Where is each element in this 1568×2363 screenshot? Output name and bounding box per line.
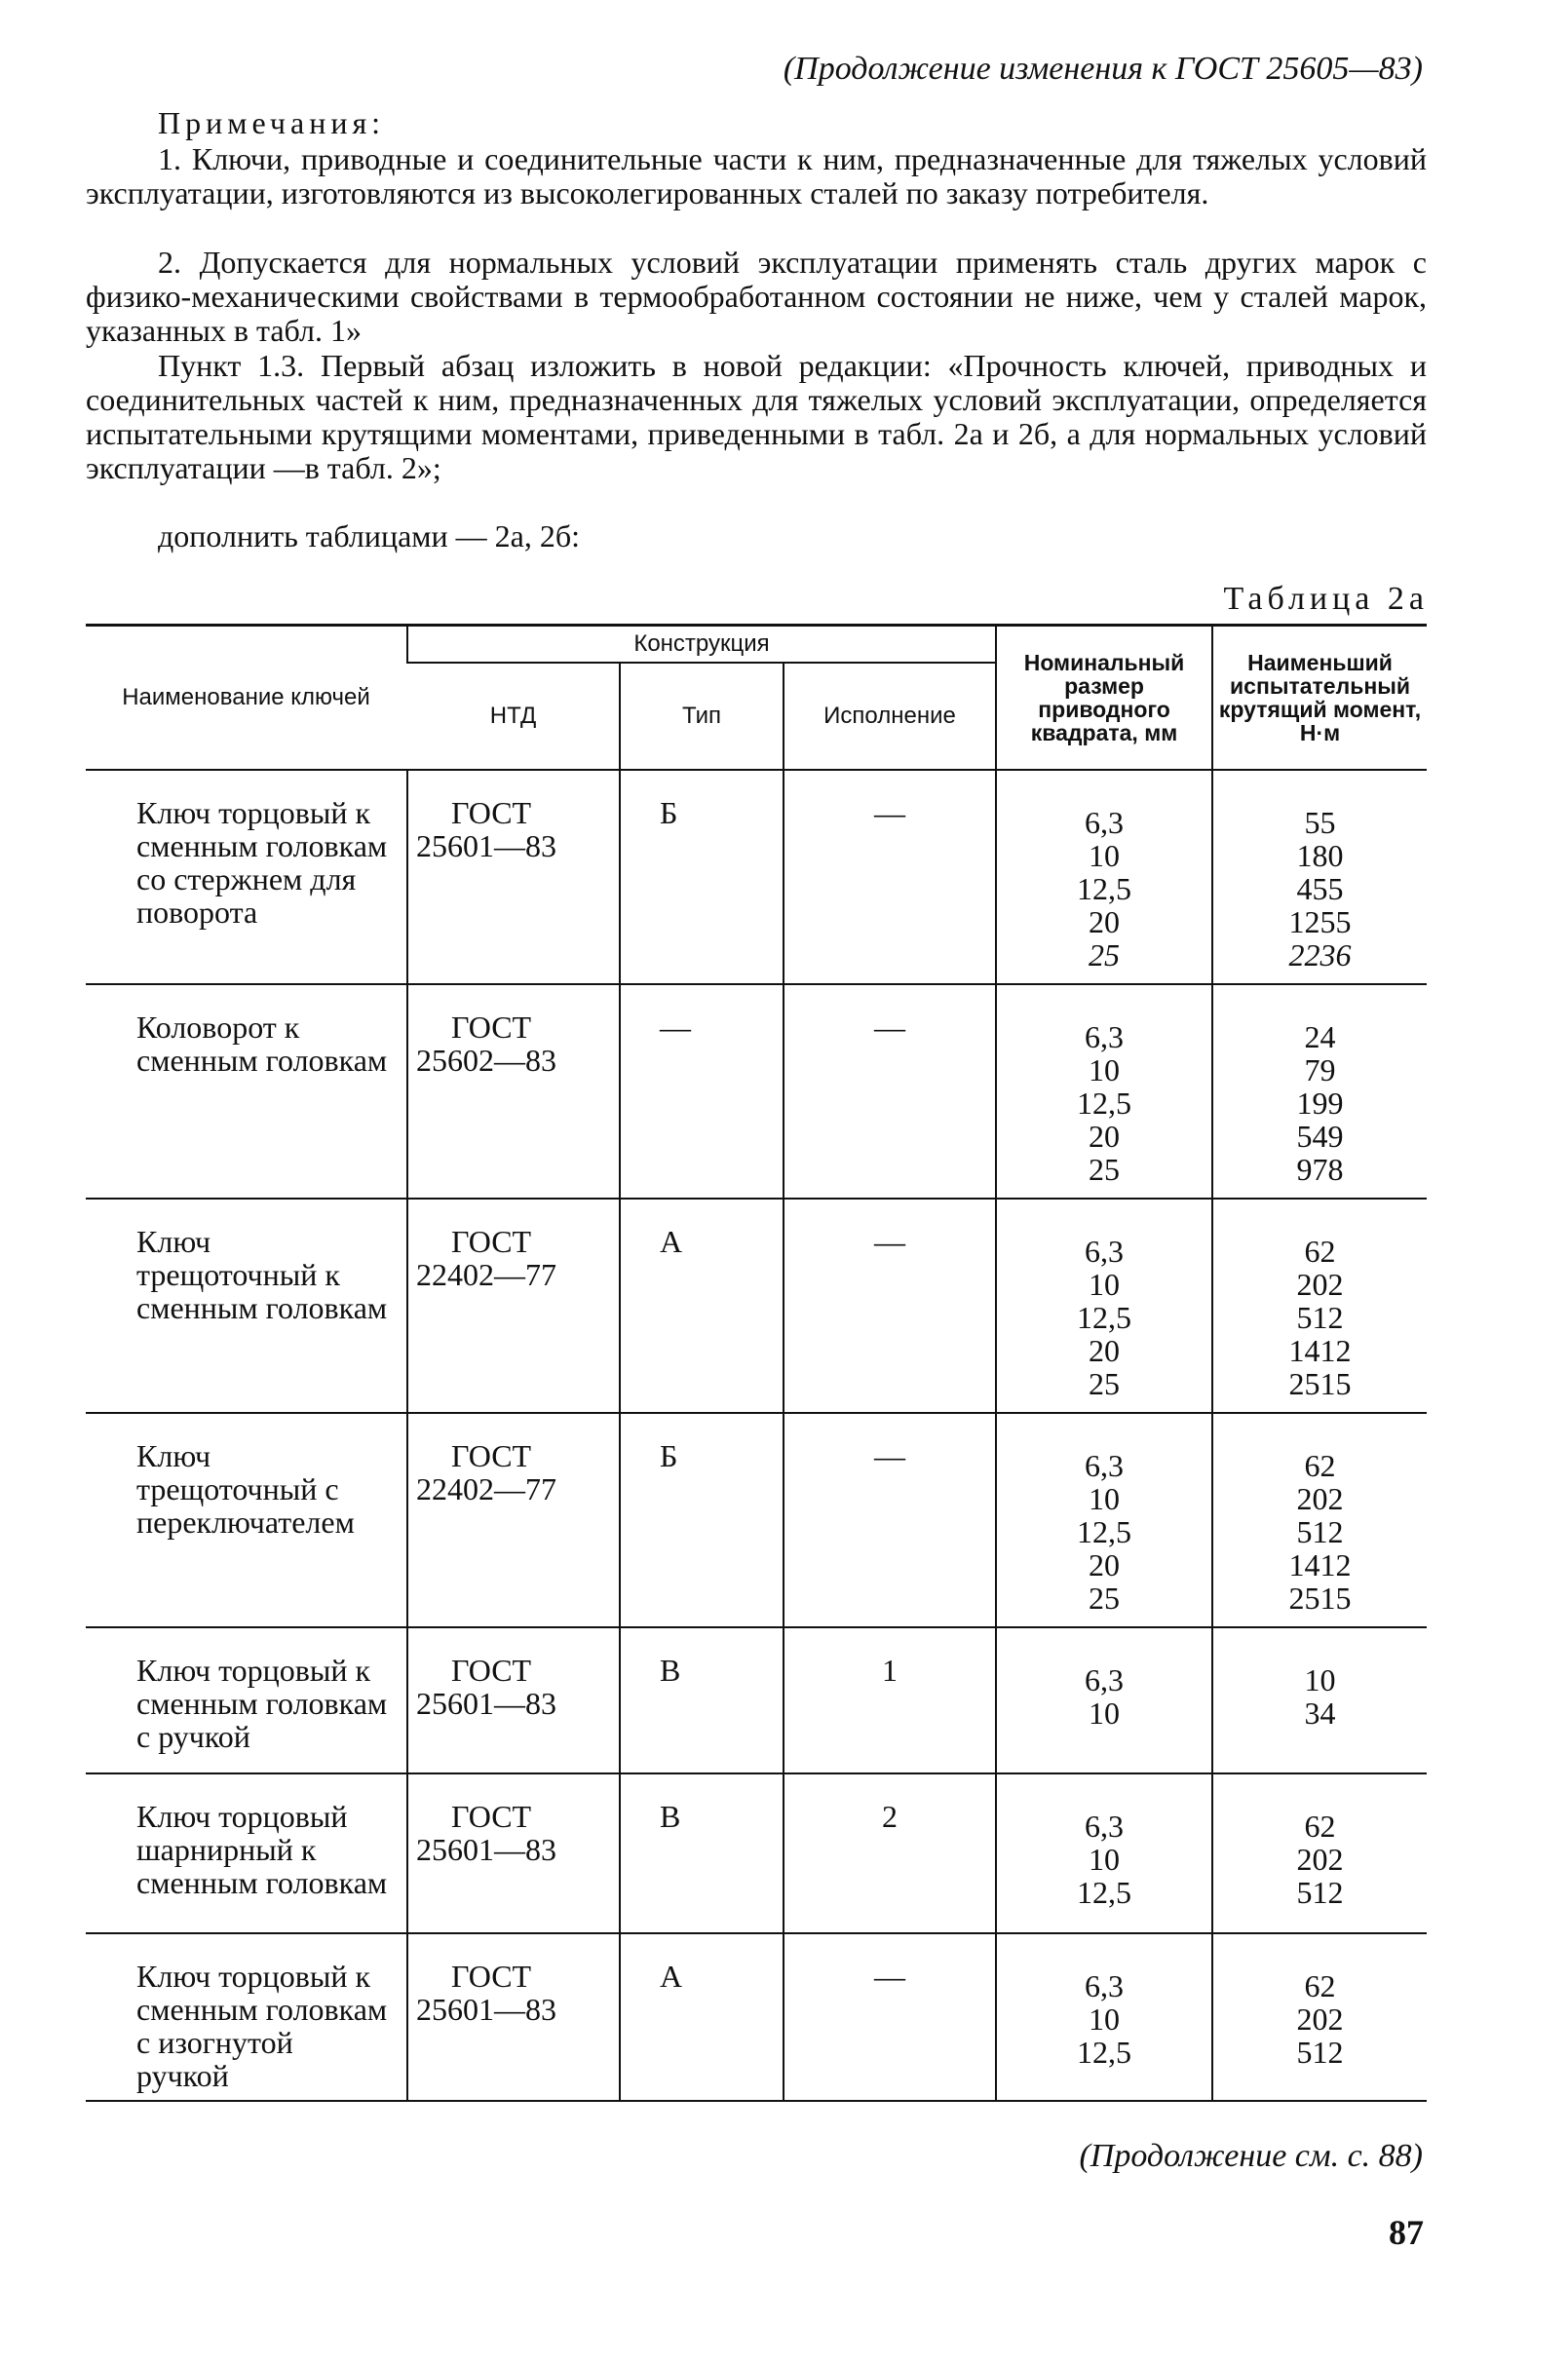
cell-type — [620, 1627, 784, 1773]
header-continuation: (Продолжение изменения к ГОСТ 25605—83) — [783, 51, 1423, 87]
cell-torques — [1212, 1773, 1427, 1933]
ntd-standard: ГОСТ — [451, 1438, 532, 1473]
torque-value: 455 — [1296, 871, 1344, 906]
ntd-number: 25602—83 — [416, 1043, 556, 1078]
size-value: 20 — [1089, 904, 1121, 939]
ntd-number: 22402—77 — [416, 1471, 556, 1506]
cell-torques — [1212, 1199, 1427, 1413]
key-execution: — — [874, 1438, 905, 1473]
size-value: 25 — [1089, 1366, 1121, 1401]
table-row — [86, 770, 1427, 984]
size-value: 25 — [1089, 1152, 1121, 1187]
size-value: 10 — [1089, 1842, 1121, 1877]
size-value: 25 — [1089, 1581, 1121, 1616]
torque-value: 62 — [1304, 1448, 1336, 1483]
size-value: 10 — [1089, 1267, 1121, 1302]
cell-sizes — [996, 1773, 1212, 1933]
key-name: Ключ торцовый к сменным головкам с ручкой — [136, 1653, 388, 1754]
notes-title: Примечания: — [158, 105, 386, 140]
size-value: 10 — [1089, 2001, 1121, 2037]
torque-value: 202 — [1296, 1481, 1344, 1516]
torque-value: 202 — [1296, 1267, 1344, 1302]
table-row — [86, 1413, 1427, 1627]
key-type: Б — [660, 1438, 678, 1473]
cell-sizes — [996, 1933, 1212, 2101]
add-tables-line: дополнить таблицами — 2а, 2б: — [158, 518, 581, 553]
cell-type — [620, 1199, 784, 1413]
ntd-standard: ГОСТ — [451, 1799, 532, 1834]
cell-type — [620, 1413, 784, 1627]
ntd-standard: ГОСТ — [451, 795, 532, 830]
cell-execution — [784, 1627, 996, 1773]
key-name: Ключ торцовый к сменным головкам с изогнутой ручкой — [136, 1959, 388, 2093]
key-type: В — [660, 1653, 681, 1688]
note-1 — [86, 142, 1427, 210]
cell-name — [86, 1627, 407, 1773]
size-value: 10 — [1089, 1481, 1121, 1516]
size-value: 6,3 — [1085, 1019, 1125, 1054]
torque-value: 34 — [1304, 1696, 1336, 1731]
cell-sizes — [996, 984, 1212, 1199]
footer-continuation: (Продолжение см. с. 88) — [1079, 2138, 1423, 2174]
cell-type — [620, 1933, 784, 2101]
cell-ntd — [407, 1773, 620, 1933]
cell-execution — [784, 1199, 996, 1413]
key-name: Ключ торцовый к сменным головкам со стержнем для поворота — [136, 795, 388, 930]
cell-ntd — [407, 1933, 620, 2101]
size-value: 6,3 — [1085, 1968, 1125, 2003]
cell-ntd — [407, 984, 620, 1199]
header-name: Наименование ключей — [86, 626, 407, 771]
cell-torques — [1212, 1933, 1427, 2101]
point-1-3 — [86, 349, 1427, 485]
key-execution: — — [874, 1224, 905, 1259]
page-number: 87 — [1389, 2213, 1424, 2252]
size-value: 12,5 — [1077, 2035, 1132, 2070]
cell-sizes — [996, 1627, 1212, 1773]
key-execution: 1 — [882, 1653, 898, 1688]
size-value: 12,5 — [1077, 1514, 1132, 1549]
table-row — [86, 984, 1427, 1199]
cell-execution — [784, 984, 996, 1199]
torque-value: 55 — [1304, 805, 1336, 840]
ntd-standard: ГОСТ — [451, 1010, 532, 1045]
size-value: 20 — [1089, 1119, 1121, 1154]
header-type: Тип — [620, 663, 784, 770]
torque-value: 549 — [1296, 1119, 1344, 1154]
key-type: А — [660, 1959, 683, 1994]
cell-torques — [1212, 1627, 1427, 1773]
table-row — [86, 1933, 1427, 2101]
key-name: Ключ трещоточный к сменным головкам — [136, 1224, 388, 1325]
cell-name — [86, 1413, 407, 1627]
key-execution: — — [874, 1959, 905, 1994]
torque-value: 1412 — [1288, 1547, 1352, 1582]
key-type: В — [660, 1799, 681, 1834]
torque-value: 2515 — [1288, 1581, 1352, 1616]
ntd-standard: ГОСТ — [451, 1959, 532, 1994]
cell-name — [86, 984, 407, 1199]
size-value: 6,3 — [1085, 1809, 1125, 1844]
size-value: 12,5 — [1077, 871, 1132, 906]
cell-ntd — [407, 1413, 620, 1627]
key-execution: — — [874, 795, 905, 830]
cell-name — [86, 1199, 407, 1413]
size-value: 6,3 — [1085, 1662, 1125, 1697]
table-row — [86, 1199, 1427, 1413]
table-body — [86, 770, 1427, 2101]
ntd-standard: ГОСТ — [451, 1224, 532, 1259]
cell-execution — [784, 1773, 996, 1933]
size-value: 6,3 — [1085, 1234, 1125, 1269]
torque-value: 2236 — [1288, 937, 1352, 972]
torque-value: 512 — [1296, 1514, 1344, 1549]
table-caption: Таблица 2а — [1223, 581, 1429, 617]
key-type: А — [660, 1224, 683, 1259]
ntd-number: 25601—83 — [416, 1686, 556, 1721]
table-row — [86, 1627, 1427, 1773]
key-name: Ключ трещоточный с переключателем — [136, 1438, 355, 1540]
cell-sizes — [996, 1199, 1212, 1413]
size-value: 10 — [1089, 1052, 1121, 1087]
key-execution: 2 — [882, 1799, 898, 1834]
torque-value: 10 — [1304, 1662, 1336, 1697]
cell-name — [86, 1933, 407, 2101]
cell-ntd — [407, 1627, 620, 1773]
torque-value: 512 — [1296, 2035, 1344, 2070]
torque-value: 199 — [1296, 1086, 1344, 1121]
key-type: Б — [660, 795, 678, 830]
cell-torques — [1212, 1413, 1427, 1627]
cell-name — [86, 770, 407, 984]
cell-ntd — [407, 1199, 620, 1413]
torque-value: 1255 — [1288, 904, 1352, 939]
cell-execution — [784, 1933, 996, 2101]
torque-value: 24 — [1304, 1019, 1336, 1054]
cell-torques — [1212, 770, 1427, 984]
table-row — [86, 1773, 1427, 1933]
ntd-number: 22402—77 — [416, 1257, 556, 1292]
cell-execution — [784, 770, 996, 984]
key-name: Коловорот к сменным головкам — [136, 1010, 388, 1078]
torque-value: 62 — [1304, 1809, 1336, 1844]
size-value: 25 — [1089, 937, 1121, 972]
note-2 — [86, 246, 1427, 348]
cell-sizes — [996, 770, 1212, 984]
size-value: 20 — [1089, 1547, 1121, 1582]
point-1-3-text: Пункт 1.3. Первый абзац изложить в новой редакции: «Прочность ключей, приводных и соединительных частей к ним, предназначенных для тяжелых условий эксплуатации, определяется испытательными крутящими моментами, приведенными в табл. 2а и 2б, а для нормальных условий эксплуатации —в табл. 2»; — [86, 348, 1427, 485]
cell-torques — [1212, 984, 1427, 1199]
torque-value: 2515 — [1288, 1366, 1352, 1401]
note-2-text: 2. Допускается для нормальных условий эксплуатации применять сталь других марок с физико-механическими свойствами в термообработанном состоянии не ниже, чем у сталей марок, указанных в табл. 1» — [86, 245, 1427, 348]
cell-name — [86, 1773, 407, 1933]
cell-type — [620, 1773, 784, 1933]
ntd-number: 25601—83 — [416, 828, 556, 863]
torque-value: 202 — [1296, 2001, 1344, 2037]
torque-value: 512 — [1296, 1300, 1344, 1335]
size-value: 12,5 — [1077, 1875, 1132, 1910]
key-name: Ключ торцовый шарнирный к сменным головкам — [136, 1799, 388, 1900]
torque-value: 202 — [1296, 1842, 1344, 1877]
size-value: 12,5 — [1077, 1086, 1132, 1121]
key-execution: — — [874, 1010, 905, 1045]
cell-ntd — [407, 770, 620, 984]
table-2a — [86, 624, 1427, 2102]
size-value: 12,5 — [1077, 1300, 1132, 1335]
torque-value: 512 — [1296, 1875, 1344, 1910]
cell-execution — [784, 1413, 996, 1627]
torque-value: 62 — [1304, 1234, 1336, 1269]
cell-sizes — [996, 1413, 1212, 1627]
size-value: 6,3 — [1085, 805, 1125, 840]
size-value: 6,3 — [1085, 1448, 1125, 1483]
torque-value: 62 — [1304, 1968, 1336, 2003]
size-value: 10 — [1089, 1696, 1121, 1731]
torque-value: 1412 — [1288, 1333, 1352, 1368]
header-torque: Наименьший испытательный крутящий момент, Н·м — [1212, 626, 1427, 771]
header-construction: Конструкция — [407, 626, 996, 664]
size-value: 10 — [1089, 838, 1121, 873]
torque-value: 180 — [1296, 838, 1344, 873]
ntd-number: 25601—83 — [416, 1992, 556, 2027]
note-1-text: 1. Ключи, приводные и соединительные части к ним, предназначенные для тяжелых условий эксплуатации, изготовляются из высоколегированных сталей по заказу потребителя. — [86, 141, 1427, 210]
key-type: — — [660, 1010, 691, 1045]
header-ntd: НТД — [407, 663, 620, 770]
torque-value: 978 — [1296, 1152, 1344, 1187]
ntd-number: 25601—83 — [416, 1832, 556, 1867]
header-execution: Исполнение — [784, 663, 996, 770]
size-value: 20 — [1089, 1333, 1121, 1368]
cell-type — [620, 770, 784, 984]
ntd-standard: ГОСТ — [451, 1653, 532, 1688]
torque-value: 79 — [1304, 1052, 1336, 1087]
header-size: Номинальный размер приводного квадрата, мм — [996, 626, 1212, 771]
cell-type — [620, 984, 784, 1199]
